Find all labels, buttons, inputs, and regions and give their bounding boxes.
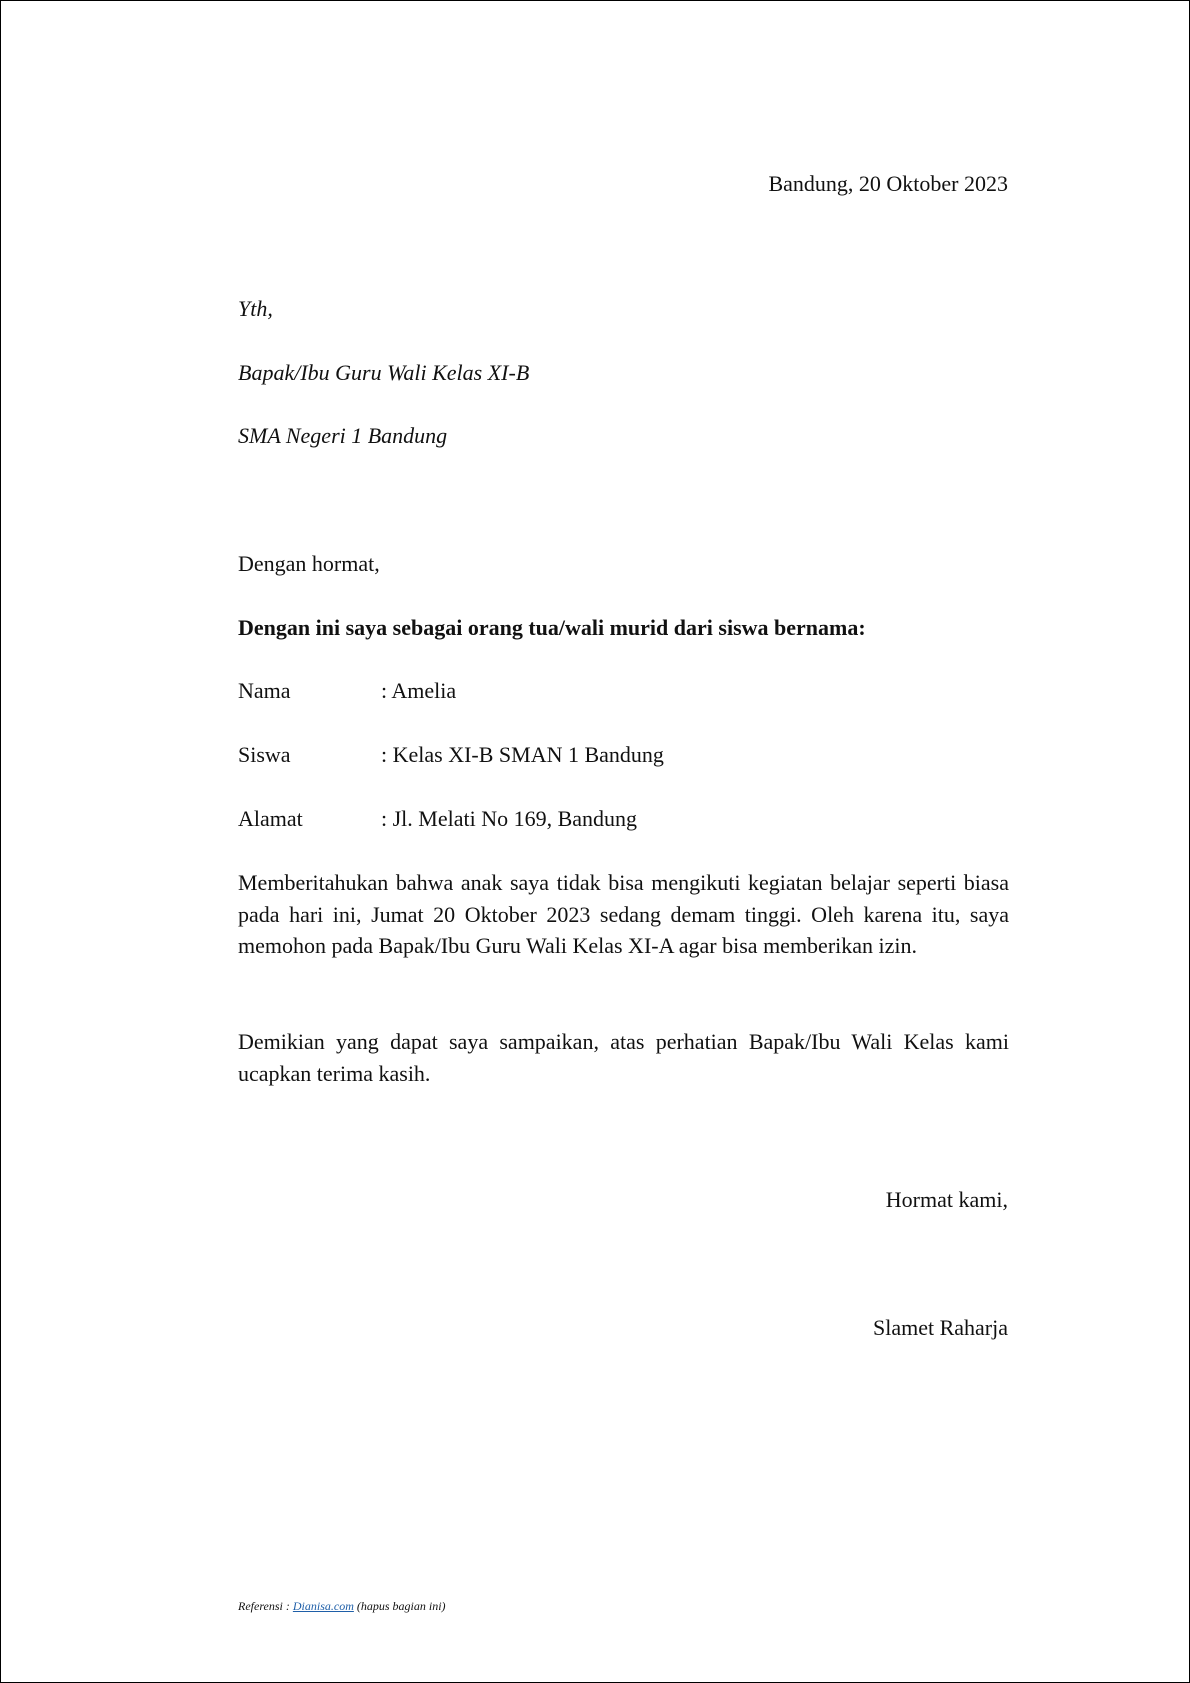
field-value: : Jl. Melati No 169, Bandung: [381, 806, 638, 831]
field-value: : Amelia: [381, 678, 457, 703]
reference-suffix: (hapus bagian ini): [353, 1599, 446, 1613]
reference-link[interactable]: Dianisa.com: [292, 1599, 354, 1613]
field-label: Nama: [238, 678, 291, 703]
recipient-line-1: Bapak/Ibu Guru Wali Kelas XI-B: [238, 360, 530, 385]
greeting: Dengan hormat,: [238, 551, 380, 576]
reference-prefix: Referensi :: [238, 1599, 293, 1613]
intro-statement: Dengan ini saya sebagai orang tua/wali murid dari siswa bernama:: [238, 615, 866, 640]
place-date: Bandung, 20 Oktober 2023: [768, 171, 1008, 196]
signer-name: Slamet Raharja: [872, 1315, 1008, 1340]
recipient-line-2: SMA Negeri 1 Bandung: [238, 423, 448, 448]
recipient-salutation: Yth,: [238, 296, 273, 321]
reference-note: [238, 1600, 446, 1612]
field-label: Siswa: [238, 742, 291, 767]
body-paragraph: Memberitahukan bahwa anak saya tidak bisa mengikuti kegiatan belajar seperti biasa pada hari ini, Jumat 20 Oktober 2023 sedang demam tinggi. Oleh karena itu, saya memohon pada Bapak/Ibu Guru Wali Kelas XI-A agar bisa memberikan izin.: [238, 870, 1009, 958]
field-value: : Kelas XI-B SMAN 1 Bandung: [381, 742, 664, 767]
field-label: Alamat: [238, 806, 303, 831]
closing-paragraph: Demikian yang dapat saya sampaikan, atas perhatian Bapak/Ibu Wali Kelas kami ucapkan terima kasih.: [238, 1029, 1009, 1086]
closing-salutation: Hormat kami,: [885, 1187, 1008, 1212]
